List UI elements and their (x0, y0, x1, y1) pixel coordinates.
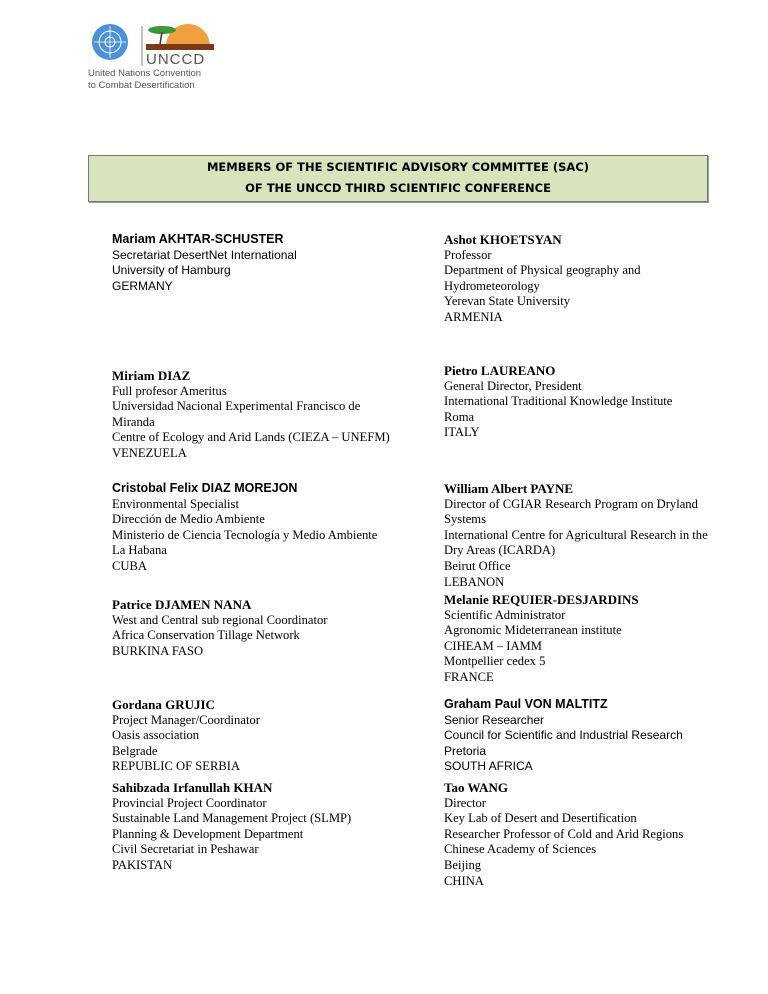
member-detail-line: Council for Scientific and Industrial Research (444, 728, 683, 743)
member-detail-line: International Centre for Agricultural Research in the (444, 527, 708, 542)
member-detail-line: Civil Secretariat in Peshawar (112, 842, 259, 857)
member-detail-line: Provincial Project Coordinator (112, 795, 267, 810)
member-entry (444, 780, 754, 889)
member-detail-line: Dirección de Medio Ambiente (112, 512, 265, 527)
member-detail-line: Department of Physical geography and (444, 263, 641, 278)
member-detail-line: Oasis association (112, 728, 200, 743)
member-name: Melanie REQUIER-DESJARDINS (444, 592, 639, 607)
member-detail-line: LEBANON (444, 574, 505, 589)
member-entry (444, 592, 754, 686)
title-line-1: MEMBERS OF THE SCIENTIFIC ADVISORY COMMITTEE (SAC) (206, 160, 590, 174)
member-detail-line: CIHEAM – IAMM (444, 638, 542, 653)
title-line-2: OF THE UNCCD THIRD SCIENTIFIC CONFERENCE (245, 181, 551, 195)
document-title-box (88, 155, 708, 202)
member-detail-line: General Director, President (444, 378, 582, 393)
member-entry (444, 697, 754, 775)
member-detail-line: University of Hamburg (112, 263, 231, 278)
member-name: Ashot KHOETSYAN (444, 232, 562, 247)
member-detail-line: Roma (444, 409, 475, 424)
member-entry (112, 697, 422, 775)
member-detail-line: Beijing (444, 857, 482, 872)
member-detail-line: Belgrade (112, 743, 158, 758)
member-detail-line: BURKINA FASO (112, 643, 204, 658)
member-detail-line: PAKISTAN (112, 857, 173, 872)
member-detail-line: Montpellier cedex 5 (444, 654, 546, 669)
member-entry (112, 232, 422, 294)
member-detail-line: ARMENIA (444, 309, 503, 324)
member-entry (112, 780, 422, 874)
member-detail-line: Environmental Specialist (112, 496, 239, 511)
member-name: Sahibzada Irfanullah KHAN (112, 780, 273, 795)
member-detail-line: Researcher Professor of Cold and Arid Regions (444, 826, 684, 841)
member-detail-line: Key Lab of Desert and Desertification (444, 811, 637, 826)
member-detail-line: REPUBLIC OF SERBIA (112, 759, 241, 774)
unccd-logo (88, 20, 238, 90)
member-detail-line: Agronomic Mideterranean institute (444, 623, 622, 638)
member-detail-line: Planning & Development Department (112, 826, 304, 841)
member-detail-line: Director of CGIAR Research Program on Dryland (444, 496, 698, 511)
member-detail-line: West and Central sub regional Coordinator (112, 612, 328, 627)
member-name: Pietro LAUREANO (444, 363, 556, 378)
member-detail-line: Project Manager/Coordinator (112, 712, 260, 727)
member-detail-line: Secretariat DesertNet International (112, 247, 297, 262)
member-detail-line: Scientific Administrator (444, 607, 566, 622)
member-detail-line: SOUTH AFRICA (444, 759, 533, 774)
member-detail-line: Systems (444, 512, 486, 527)
member-detail-line: Africa Conservation Tillage Network (112, 628, 300, 643)
member-name: Tao WANG (444, 780, 508, 795)
member-detail-line: Centre of Ecology and Arid Lands (CIEZA – UNEFM) (112, 430, 390, 445)
member-detail-line: International Traditional Knowledge Institute (444, 394, 673, 409)
member-detail-line: Senior Researcher (444, 712, 545, 727)
logo-caption-line: to Combat Desertification (88, 80, 195, 91)
member-detail-line: Director (444, 795, 486, 810)
member-detail-line: Yerevan State University (444, 294, 571, 309)
member-detail-line: La Habana (112, 543, 167, 558)
member-detail-line: Sustainable Land Management Project (SLMP) (112, 811, 352, 826)
member-entry (112, 597, 422, 659)
member-detail-line: Ministerio de Ciencia Tecnología y Medio Ambiente (112, 527, 378, 542)
member-entry (444, 481, 754, 590)
member-detail-line: ITALY (444, 425, 480, 440)
member-detail-line: Beirut Office (444, 558, 511, 573)
member-detail-line: CHINA (444, 873, 484, 888)
member-detail-line: Miranda (112, 414, 155, 429)
member-detail-line: VENEZUELA (112, 445, 187, 460)
member-name: Mariam AKHTAR-SCHUSTER (112, 232, 284, 246)
member-name: Gordana GRUJIC (112, 697, 215, 712)
member-detail-line: Universidad Nacional Experimental Francisco de (112, 399, 361, 414)
member-entry (112, 481, 422, 575)
member-name: Cristobal Felix DIAZ MOREJON (112, 481, 298, 495)
member-entry (444, 232, 754, 326)
logo-text: UNCCD (146, 51, 206, 68)
member-detail-line: Full profesor Ameritus (112, 383, 227, 398)
member-detail-line: FRANCE (444, 669, 494, 684)
member-entry (444, 363, 754, 441)
member-name: Graham Paul VON MALTITZ (444, 697, 608, 711)
member-detail-line: Chinese Academy of Sciences (444, 842, 597, 857)
member-detail-line: Pretoria (444, 743, 487, 758)
member-detail-line: Professor (444, 247, 492, 262)
member-detail-line: Hydrometeorology (444, 278, 540, 293)
logo-caption-line: United Nations Convention (88, 68, 202, 79)
member-name: Miriam DIAZ (112, 368, 191, 383)
member-name: William Albert PAYNE (444, 481, 574, 496)
member-detail-line: Dry Areas (ICARDA) (444, 543, 556, 558)
member-detail-line: GERMANY (112, 278, 173, 293)
member-name: Patrice DJAMEN NANA (112, 597, 252, 612)
member-detail-line: CUBA (112, 558, 147, 573)
member-entry (112, 368, 422, 462)
